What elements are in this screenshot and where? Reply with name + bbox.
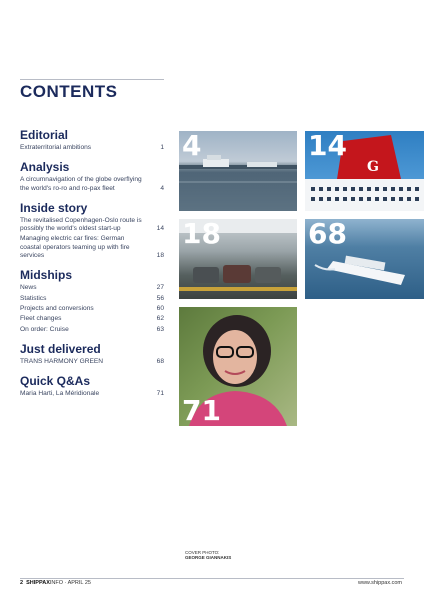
section-heading: Analysis [20,160,70,175]
entry-text: Extraterritorial ambitions [20,144,92,151]
footer-page-number: 2 [20,580,24,586]
toc-entry[interactable] [20,295,164,303]
toc-entry[interactable] [20,235,164,260]
section-inside-story [20,201,164,260]
toc-entry[interactable] [20,305,164,313]
entry-page: 27 [156,284,164,292]
entry-page: 60 [156,304,164,312]
entry-page: 14 [156,225,164,233]
table-of-contents [20,128,164,406]
entry-text: A circumnavigation of the globe overflying the world's ro-ro and ro-pax fleet [20,176,142,192]
footer-brand: SHIPPAX [26,580,50,586]
section-editorial [20,128,164,152]
page-title: CONTENTS [20,82,118,101]
entry-text: TRANS HARMONY GREEN [20,357,104,365]
section-heading: Quick Q&As [20,374,91,389]
top-rule [20,79,164,80]
entry-page: 62 [156,315,164,323]
toc-entry[interactable] [20,390,164,398]
toc-entry[interactable] [20,326,164,334]
entry-text: Fleet changes [20,315,62,323]
toc-entry[interactable] [20,217,164,234]
entry-page: 56 [156,294,164,302]
toc-entry[interactable] [20,144,164,152]
entry-text: Statistics [20,294,47,302]
entry-page: 71 [156,390,164,398]
credit-label: COVER PHOTO: [185,550,220,555]
photo-page-number: 68 [308,219,347,250]
photo-page-number: 71 [182,394,221,426]
footer-brand-suffix: INFO · APRIL 25 [49,580,91,586]
photo-page-number: 4 [182,131,202,162]
harbour-photo[interactable] [179,131,297,211]
section-heading: Midships [20,268,73,283]
cover-photo-credit [185,550,231,560]
entry-page: 1 [160,144,164,151]
entry-page: 4 [160,184,164,192]
section-analysis [20,160,164,193]
section-heading: Just delivered [20,341,101,356]
entry-page: 63 [156,325,164,333]
entry-text: Projects and conversions [20,304,94,312]
ship-at-sea-photo[interactable] [305,219,424,299]
toc-entry[interactable] [20,315,164,323]
portrait-photo[interactable] [179,307,297,426]
entry-text: The revitalised Copenhagen-Oslo route is possibly the world's oldest start-up [20,216,142,233]
section-midships [20,268,164,333]
svg-text:G: G [367,159,379,175]
toc-entry[interactable] [20,176,164,193]
entry-text: Managing electric car fires: German coastal operators teaming up with fire services [20,235,130,260]
footer-issue [20,580,91,586]
section-heading: Inside story [20,200,88,215]
toc-entry[interactable] [20,358,164,366]
entry-text: On order: Cruise [20,325,69,333]
ferry-funnel-photo[interactable] [305,131,424,211]
photo-page-number: 14 [308,131,347,162]
toc-entry[interactable] [20,284,164,292]
section-quick-qas [20,374,164,398]
footer-rule [20,578,404,579]
footer-url[interactable]: www.shippax.com [357,580,402,586]
photo-page-number: 18 [182,219,221,250]
car-deck-photo[interactable] [179,219,297,299]
credit-name: GEORGE GIANNAKIS [185,555,232,560]
entry-page: 68 [156,357,164,365]
section-heading: Editorial [20,128,69,142]
section-just-delivered [20,342,164,366]
entry-text: Maria Harti, La Méridionale [20,390,100,398]
entry-text: News [20,284,37,292]
entry-page: 18 [156,252,164,260]
